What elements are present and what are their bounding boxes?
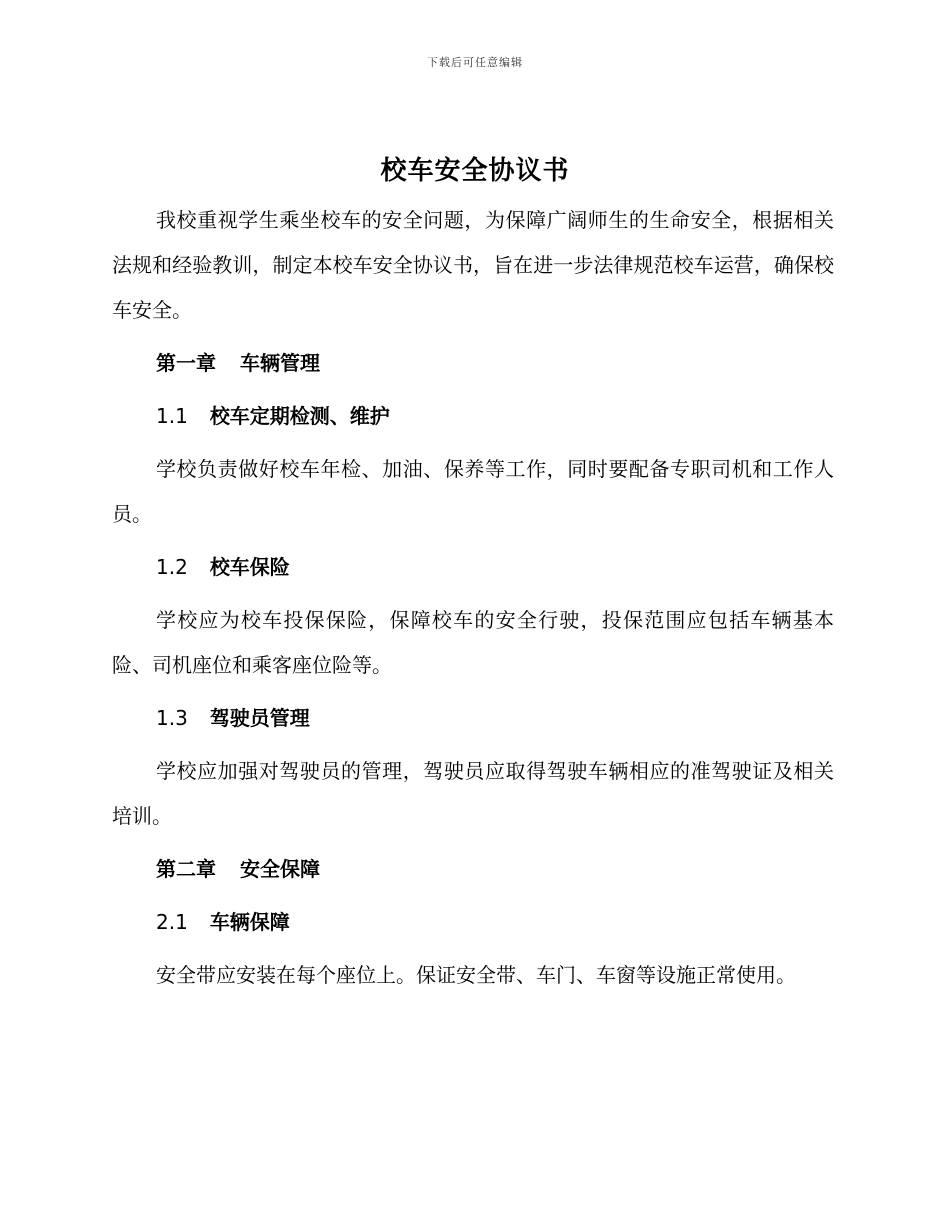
document-body (112, 198, 834, 1006)
intro-paragraph: 我校重视学生乘坐校车的安全问题，为保障广阔师生的生命安全，根据相关法规和经验教训，制定本校车安全协议书，旨在进一步法律规范校车运营，确保校车安全。 (112, 208, 834, 322)
section-1-3-number: 1.3 (156, 706, 188, 730)
chapter-1-heading (112, 341, 834, 386)
section-2-1-title: 车辆保障 (209, 910, 290, 934)
section-1-2-text: 学校应为校车投保保险，保障校车的安全行驶，投保范围应包括车辆基本险、司机座位和乘客座位险等。 (112, 608, 834, 677)
section-2-1-text: 安全带应安装在每个座位上。保证安全带、车门、车窗等设施正常使用。 (156, 963, 796, 987)
section-1-2-number: 1.2 (156, 555, 188, 579)
chapter-2-title: 安全保障 (240, 857, 320, 881)
section-1-1-title: 校车定期检测、维护 (209, 404, 390, 428)
section-2-1-heading (112, 900, 834, 945)
section-1-2-heading (112, 545, 834, 590)
chapter-1-label: 第一章 (156, 351, 216, 375)
section-1-3-title: 驾驶员管理 (209, 706, 310, 730)
section-1-2-title: 校车保险 (209, 555, 290, 579)
section-1-3-heading (112, 696, 834, 741)
chapter-2-label: 第二章 (156, 857, 216, 881)
header-note: 下载后可任意编辑 (427, 56, 523, 69)
chapter-1-title: 车辆管理 (240, 351, 320, 375)
chapter-2-heading (112, 847, 834, 892)
section-1-1-text: 学校负责做好校车年检、加油、保养等工作，同时要配备专职司机和工作人员。 (112, 457, 834, 526)
section-1-1-heading (112, 394, 834, 439)
section-2-1-number: 2.1 (156, 910, 188, 934)
section-1-3-text: 学校应加强对驾驶员的管理，驾驶员应取得驾驶车辆相应的准驾驶证及相关培训。 (112, 759, 834, 828)
document-title: 校车安全协议书 (380, 156, 570, 186)
section-1-1-number: 1.1 (156, 404, 188, 428)
